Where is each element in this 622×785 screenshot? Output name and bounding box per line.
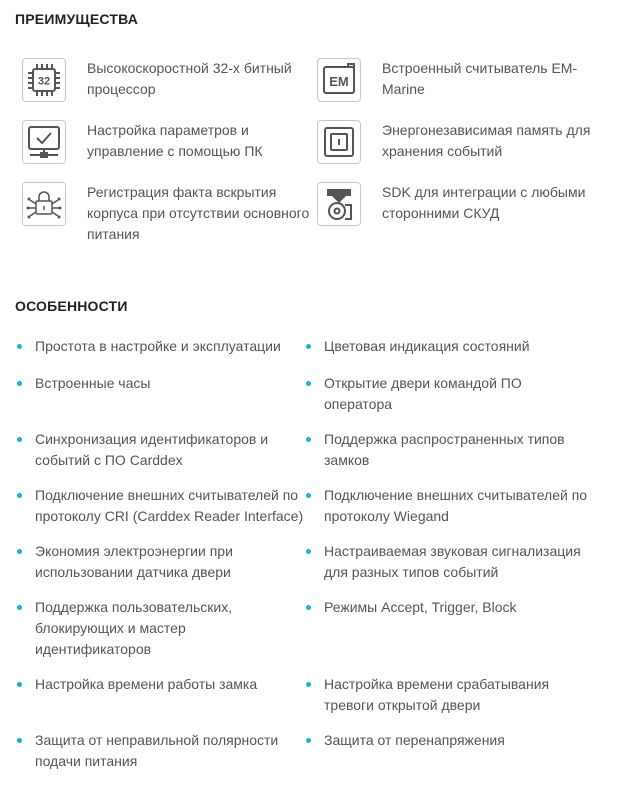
pc-settings-icon — [22, 120, 66, 164]
feature-text: Подключение внешних считывателей по протоколу Wiegand — [324, 487, 588, 524]
bullet-dot — [17, 549, 22, 554]
advantage-text: Энергонезависимая память для хранения событий — [382, 122, 591, 159]
feature-text: Настройка времени срабатывания тревоги открытой двери — [324, 676, 550, 713]
bullet-dot — [306, 493, 311, 498]
advantages-title: ПРЕИМУЩЕСТВА — [15, 11, 139, 27]
feature-text: Простота в настройке и эксплуатации — [35, 338, 281, 354]
bullet-dot — [306, 381, 311, 386]
bullet-dot — [306, 437, 311, 442]
feature-text: Встроенные часы — [35, 375, 151, 391]
cpu-32-icon — [22, 58, 66, 102]
feature-text: Открытие двери командой ПО оператора — [324, 375, 522, 412]
feature-text: Цветовая индикация состояний — [324, 338, 530, 354]
svg-text:EM: EM — [329, 74, 349, 89]
bullet-dot — [17, 738, 22, 743]
feature-text: Поддержка распространенных типов замков — [324, 431, 565, 468]
bullet-dot — [17, 605, 22, 610]
bullet-dot — [17, 381, 22, 386]
feature-text: Защита от перенапряжения — [324, 732, 505, 748]
svg-text:32: 32 — [37, 75, 51, 88]
bullet-dot — [306, 682, 311, 687]
em-marine-reader-icon — [317, 58, 361, 102]
bullet-dot — [306, 344, 311, 349]
advantage-text: Настройка параметров и управление с помощью ПК — [87, 122, 263, 159]
sdk-disk-icon — [317, 182, 361, 226]
feature-text: Защита от неправильной полярности подачи питания — [35, 732, 279, 769]
bullet-dot — [17, 344, 22, 349]
bullet-dot — [306, 605, 311, 610]
feature-text: Подключение внешних считывателей по протоколу CRI (Carddex Reader Interface) — [35, 487, 304, 524]
feature-text: Режимы Accept, Trigger, Block — [324, 599, 517, 615]
bullet-dot — [17, 682, 22, 687]
advantage-text: Встроенный считыватель EM-Marine — [382, 60, 578, 97]
feature-text: Экономия электроэнергии при использовании датчика двери — [35, 543, 233, 580]
advantage-text: Высокоскоростной 32-х битный процессор — [87, 60, 292, 97]
bullet-dot — [17, 437, 22, 442]
features-title: ОСОБЕННОСТИ — [15, 298, 128, 314]
bullet-dot — [306, 549, 311, 554]
feature-text: Поддержка пользовательских, блокирующих и мастер идентификаторов — [35, 599, 233, 657]
feature-text: Настраиваемая звуковая сигнализация для разных типов событий — [324, 543, 581, 580]
feature-text: Настройка времени работы замка — [35, 676, 258, 692]
nonvolatile-memory-icon — [317, 120, 361, 164]
bullet-dot — [17, 493, 22, 498]
bullet-dot — [306, 738, 311, 743]
feature-text: Синхронизация идентификаторов и событий с ПО Carddex — [35, 431, 269, 468]
advantage-text: Регистрация факта вскрытия корпуса при отсутствии основного питания — [87, 184, 310, 242]
tamper-lock-icon — [22, 182, 66, 226]
advantage-text: SDK для интеграции с любыми сторонними СКУД — [382, 184, 586, 221]
